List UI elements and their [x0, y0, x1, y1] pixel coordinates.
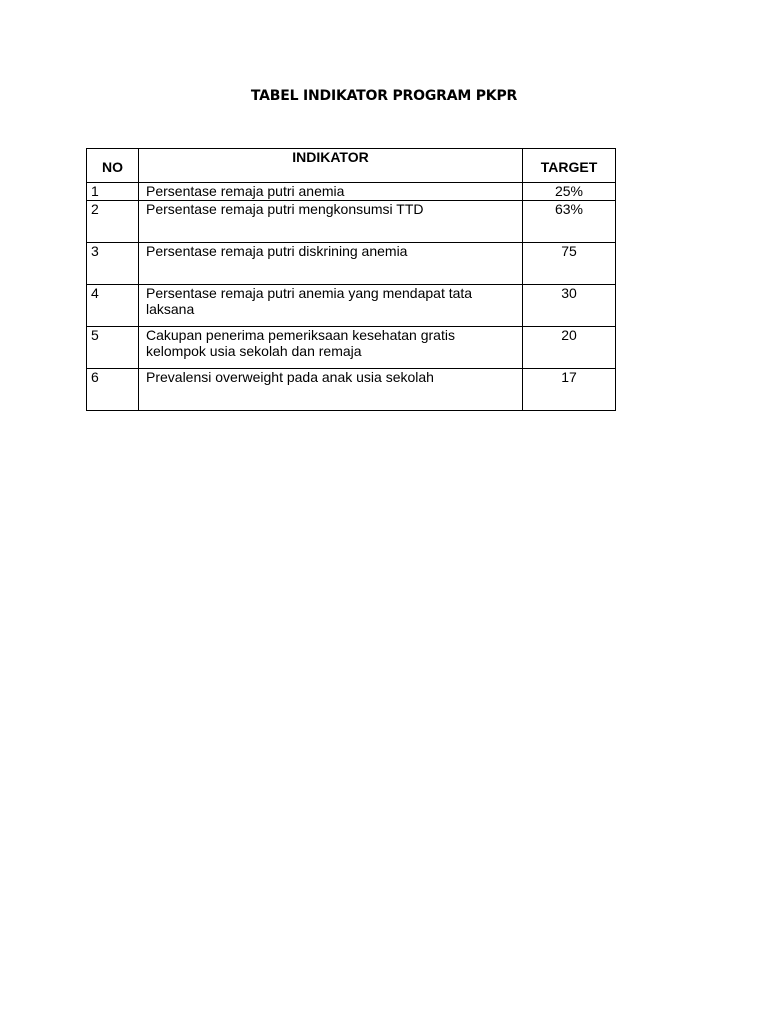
row-indikator: Persentase remaja putri anemia	[139, 183, 523, 201]
row-no: 5	[87, 327, 139, 369]
table-row	[87, 327, 616, 369]
header-indikator: INDIKATOR	[139, 149, 523, 183]
table-row	[87, 201, 616, 243]
row-indikator: Prevalensi overweight pada anak usia sekolah	[139, 369, 523, 411]
row-target: 63%	[523, 201, 616, 243]
row-indikator: Persentase remaja putri anemia yang mendapat tata laksana	[139, 285, 523, 327]
table-row	[87, 369, 616, 411]
row-no: 4	[87, 285, 139, 327]
row-indikator: Cakupan penerima pemeriksaan kesehatan gratis kelompok usia sekolah dan remaja	[139, 327, 523, 369]
row-indikator: Persentase remaja putri mengkonsumsi TTD	[139, 201, 523, 243]
table-row	[87, 243, 616, 285]
row-indikator: Persentase remaja putri diskrining anemia	[139, 243, 523, 285]
table-row	[87, 285, 616, 327]
header-target: TARGET	[523, 149, 616, 183]
row-no: 2	[87, 201, 139, 243]
row-target: 30	[523, 285, 616, 327]
header-no: NO	[87, 149, 139, 183]
row-no: 6	[87, 369, 139, 411]
row-no: 1	[87, 183, 139, 201]
indicator-table	[86, 148, 616, 411]
row-target: 75	[523, 243, 616, 285]
document-title: TABEL INDIKATOR PROGRAM PKPR	[250, 88, 518, 104]
table-row	[87, 183, 616, 201]
table-header-row	[87, 149, 616, 183]
row-target: 25%	[523, 183, 616, 201]
row-target: 17	[523, 369, 616, 411]
row-target: 20	[523, 327, 616, 369]
row-no: 3	[87, 243, 139, 285]
